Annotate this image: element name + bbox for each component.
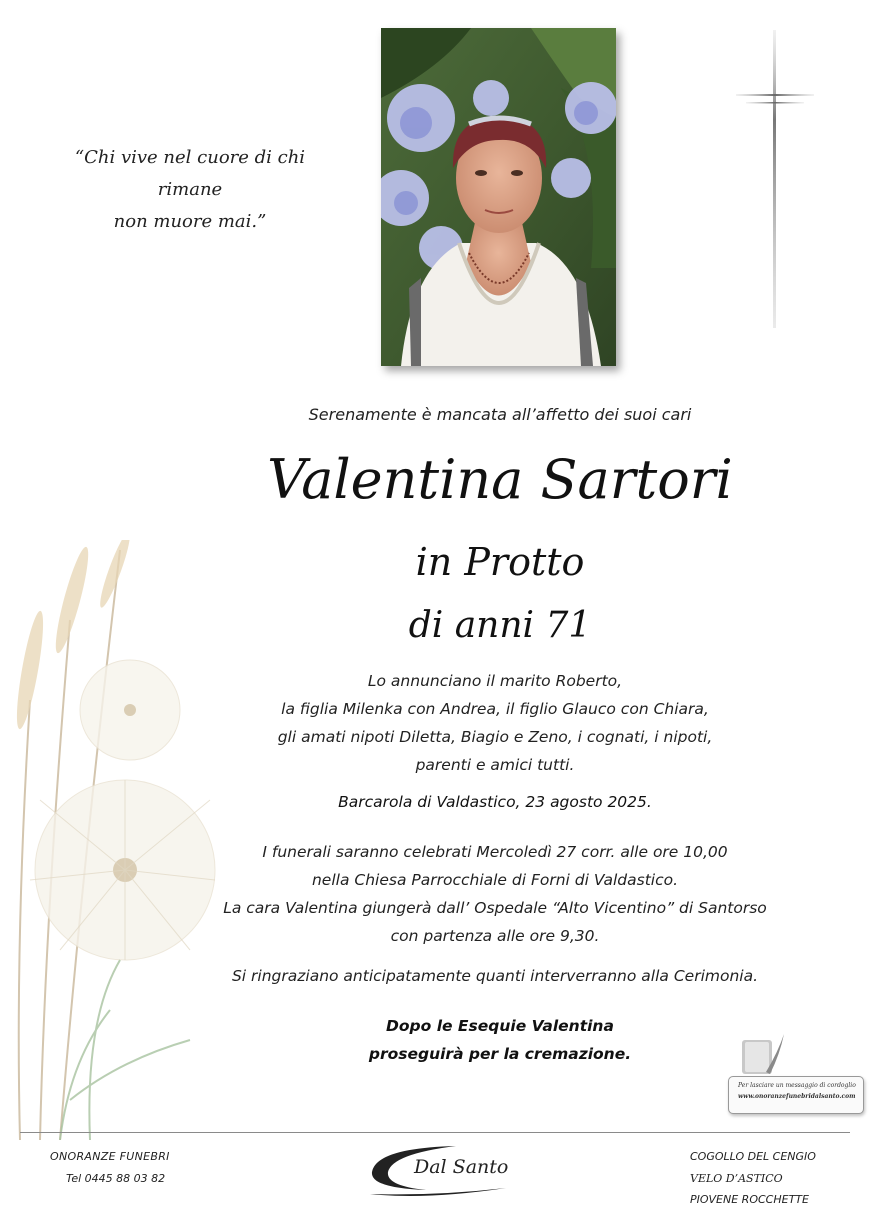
- married-name: in Protto: [415, 540, 585, 584]
- announcement-line: gli amati nipoti Diletta, Biagio e Zeno, i cognati, i nipoti,: [277, 728, 713, 746]
- cross-icon: [736, 30, 816, 330]
- memorial-quote: [40, 142, 340, 238]
- quote-line-1: “Chi vive nel cuore di chi rimane: [74, 147, 306, 200]
- logo-text: Dal Santo: [414, 1156, 509, 1178]
- cremation-line: proseguirà per la cremazione.: [368, 1045, 632, 1063]
- condolence-text: Per lasciare un messaggio di cordoglio: [738, 1082, 856, 1089]
- announcement-line: Lo annunciano il marito Roberto,: [367, 672, 623, 690]
- dal-santo-logo: [366, 1142, 516, 1198]
- location-piovene: PIOVENE ROCCHETTE: [690, 1193, 809, 1206]
- location-cogollo: COGOLLO DEL CENGIO: [690, 1150, 816, 1163]
- funeral-line: I funerali saranno celebrati Mercoledì 27 corr. alle ore 10,00: [262, 843, 728, 861]
- cremation-line: Dopo le Esequie Valentina: [386, 1017, 614, 1035]
- funeral-line: La cara Valentina giungerà dall’ Ospedale “Alto Vicentino” di Santorso: [223, 899, 767, 917]
- place-date: Barcarola di Valdastico, 23 agosto 2025.: [338, 793, 652, 811]
- funeral-details: [180, 838, 810, 950]
- funeral-line: nella Chiesa Parrocchiale di Forni di Valdastico.: [311, 871, 679, 889]
- deceased-age: di anni 71: [408, 605, 592, 646]
- quote-line-2: non muore mai.”: [113, 211, 267, 232]
- portrait-photo: [381, 28, 616, 366]
- quill-paper-icon: [736, 1032, 796, 1078]
- announcement-line: la figlia Milenka con Andrea, il figlio Glauco con Chiara,: [281, 700, 709, 718]
- footer-divider: [20, 1132, 850, 1133]
- condolence-url[interactable]: www.onoranzefunebridalsanto.com: [738, 1093, 856, 1100]
- cremation-note: [200, 1012, 800, 1068]
- announcement: [180, 667, 810, 779]
- funeral-home-phone: Tel 0445 88 03 82: [66, 1172, 166, 1185]
- condolence-link-badge[interactable]: [728, 1032, 864, 1114]
- thanks-note: Si ringraziano anticipatamente quanti interverranno alla Cerimonia.: [231, 967, 759, 985]
- notice-intro: Serenamente è mancata all’affetto dei suoi cari: [308, 405, 692, 424]
- deceased-name: Valentina Sartori: [267, 448, 733, 511]
- funeral-home-title: ONORANZE FUNEBRI: [50, 1150, 170, 1163]
- location-velo: VELO D’ASTICO: [690, 1172, 783, 1185]
- funeral-line: con partenza alle ore 9,30.: [390, 927, 600, 945]
- announcement-line: parenti e amici tutti.: [415, 756, 575, 774]
